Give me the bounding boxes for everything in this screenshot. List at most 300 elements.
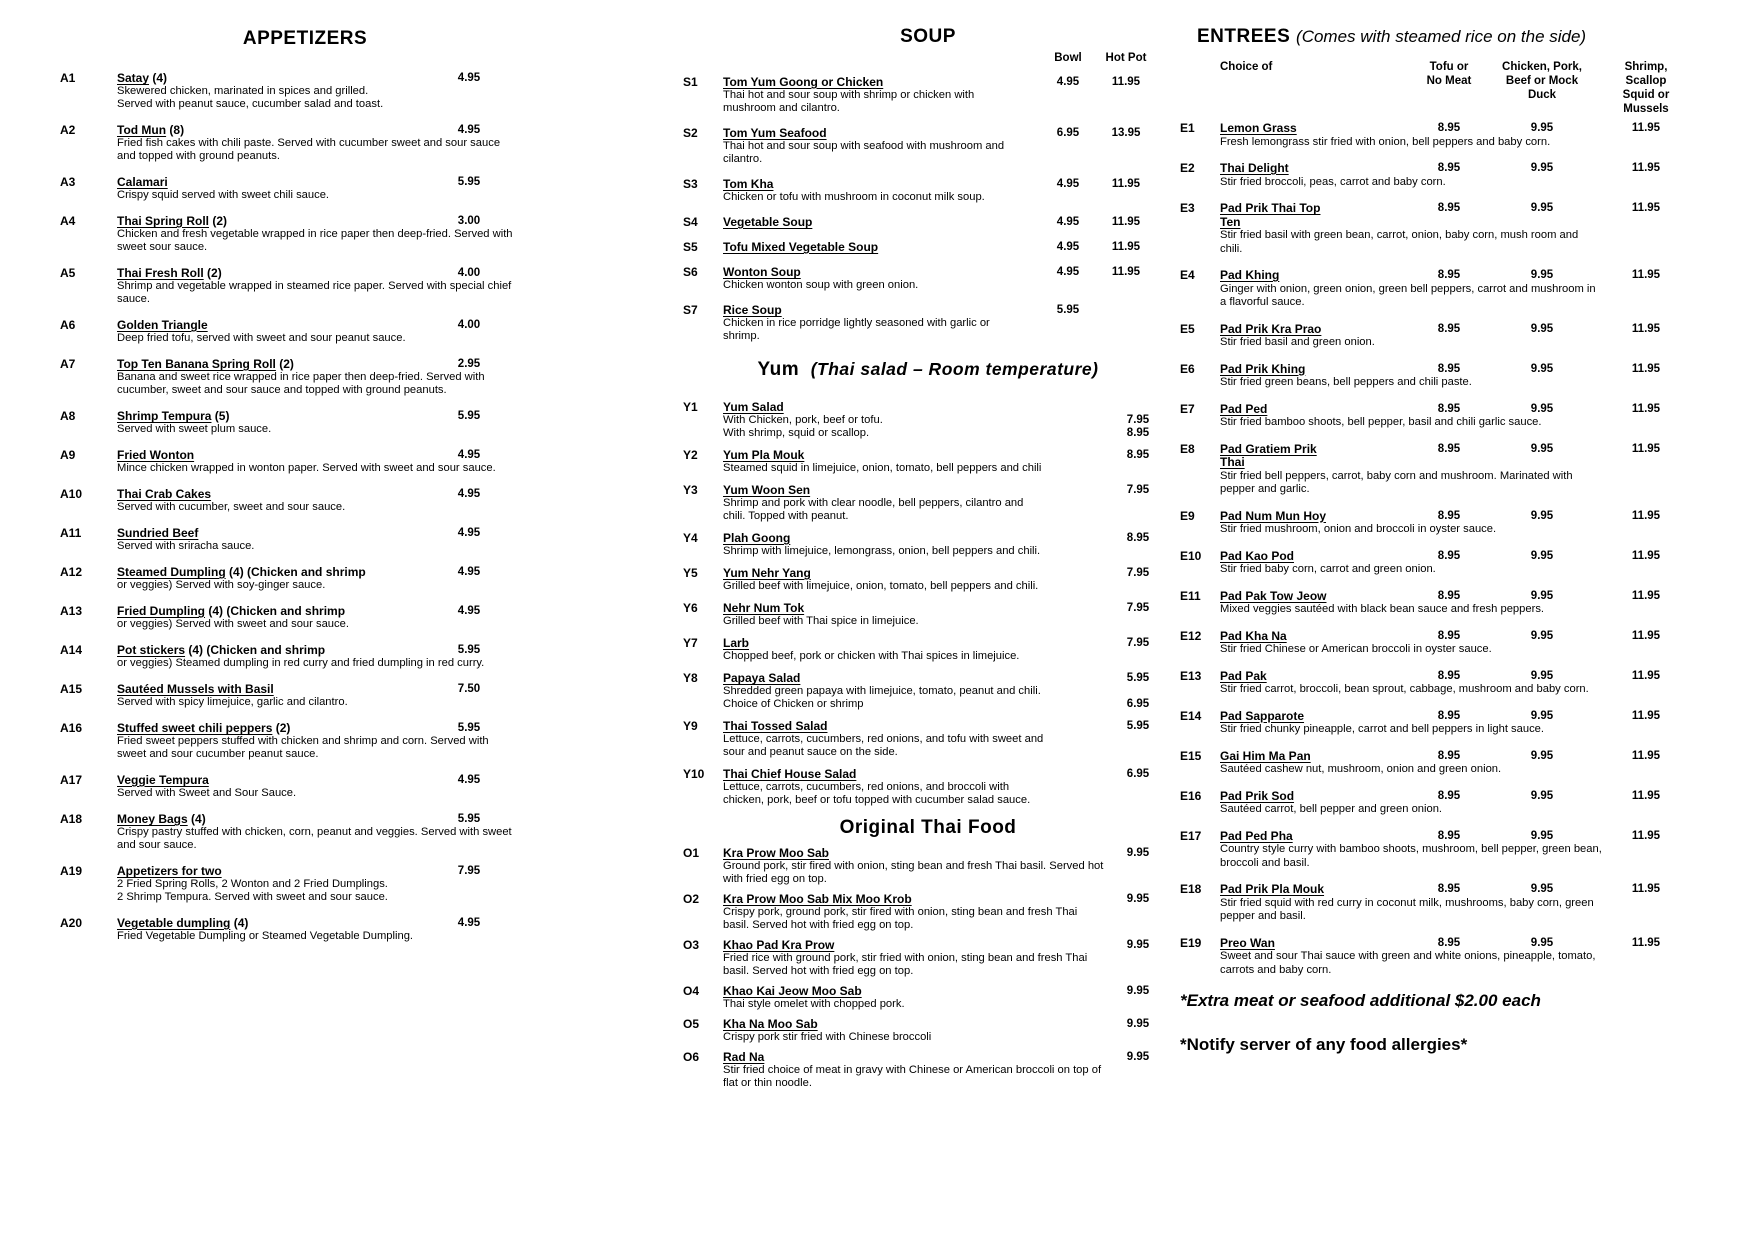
item-description: Crispy pastry stuffed with chicken, corn, peanut and veggies. Served with sweet and sour sauce.	[117, 826, 512, 851]
item-price: 2.95	[457, 358, 481, 370]
item-description: Shrimp with limejuice, lemongrass, onion, bell peppers and chili.	[723, 545, 1041, 557]
item-name: Tofu Mixed Vegetable Soup	[723, 240, 879, 254]
item-prices: 8.95 9.95 11.95	[1437, 669, 1661, 682]
item-description: Chicken and fresh vegetable wrapped in rice paper then deep-fried. Served with sweet sour sauce.	[117, 228, 513, 253]
item-name: Money Bags	[117, 812, 188, 826]
item-description: Ginger with onion, green onion, green bell peppers, carrot and mushroom in a flavorful sauce.	[1220, 282, 1596, 308]
item-prices: 8.95 9.95 11.95	[1437, 936, 1661, 949]
item-name: Fried Dumpling	[117, 604, 205, 618]
item-name: Vegetable Soup	[723, 215, 813, 229]
item-code: A3	[60, 175, 76, 189]
item-name: Tom Kha	[723, 177, 774, 191]
item-code: E17	[1180, 828, 1202, 843]
item-qualifier: (2)	[272, 721, 291, 735]
item-price: 7.50	[457, 683, 481, 695]
item-code: Y10	[683, 767, 705, 781]
item-code: O1	[683, 846, 700, 860]
menu-item	[683, 567, 1173, 593]
menu-item	[1180, 323, 1670, 350]
item-description: or veggies) Served with sweet and sour sauce.	[117, 618, 349, 630]
item-code: A4	[60, 214, 76, 228]
item-name: Khao Pad Kra Prow	[723, 938, 835, 952]
item-description: Deep fried tofu, served with sweet and sour peanut sauce.	[117, 332, 406, 344]
item-description: 2 Fried Spring Rolls, 2 Wonton and 2 Fried Dumplings. 2 Shrimp Tempura. Served with sweet and sour sauce.	[117, 878, 388, 903]
item-description: Stir fried bamboo shoots, bell pepper, basil and chili garlic sauce.	[1220, 416, 1542, 428]
item-prices: 4.95 11.95	[1056, 178, 1141, 190]
item-name: Pot stickers	[117, 643, 186, 657]
item-code: E18	[1180, 882, 1202, 896]
item-prices: 8.95 9.95 11.95	[1437, 629, 1661, 642]
menu-item	[1180, 403, 1670, 430]
item-name: Fried Wonton	[117, 448, 195, 462]
item-description: Grilled beef with Thai spice in limejuice.	[723, 615, 919, 627]
menu-item	[683, 532, 1173, 558]
menu-item	[60, 774, 550, 800]
item-prices: 7.95	[1126, 637, 1150, 649]
entrees-title-text: ENTREES	[1197, 26, 1291, 47]
item-prices: 8.95 9.95 11.95	[1437, 789, 1661, 802]
item-description: With Chicken, pork, beef or tofu. With shrimp, squid or scallop.	[723, 414, 883, 439]
choice-of-label: Choice of	[1220, 61, 1273, 73]
item-name: Thai Crab Cakes	[117, 487, 212, 501]
item-prices: 9.95	[1126, 1051, 1150, 1063]
item-name: Khao Kai Jeow Moo Sab	[723, 984, 862, 998]
item-price: 5.95	[457, 722, 481, 734]
item-description: Sautéed cashew nut, mushroom, onion and green onion.	[1220, 763, 1502, 775]
seafood-column-header: Shrimp, Scallop Squid or Mussels	[1622, 61, 1670, 115]
item-qualifier: (2)	[275, 357, 294, 371]
item-name: Pad Prik Kra Prao	[1220, 321, 1322, 336]
item-price: 5.95	[457, 176, 481, 188]
item-description: Mixed veggies sautéed with black bean sauce and fresh peppers.	[1220, 603, 1545, 615]
item-prices: 6.95	[1126, 768, 1150, 780]
item-price: 4.00	[457, 319, 481, 331]
item-prices: 8.95 9.95 11.95	[1437, 122, 1661, 134]
hotpot-column-header: Hot Pot	[1105, 52, 1147, 64]
item-code: E3	[1180, 201, 1195, 215]
item-code: A5	[60, 266, 76, 280]
item-prices: 7.95	[1126, 484, 1150, 496]
item-code: Y3	[683, 483, 698, 497]
item-code: O2	[683, 892, 700, 906]
item-code: Y4	[683, 531, 698, 545]
menu-item	[683, 266, 1173, 292]
item-name: Pad Prik Khing	[1220, 361, 1306, 376]
item-description: Fried rice with ground pork, stir fried with onion, sting bean and fresh Thai basil. Served hot with fried egg on top.	[723, 952, 1088, 977]
item-name: Gai Him Ma Pan	[1220, 748, 1311, 763]
item-name: Vegetable dumpling	[117, 916, 231, 930]
item-prices: 8.95 9.95 11.95	[1437, 589, 1661, 602]
item-qualifier: (5)	[211, 409, 230, 423]
item-code: A10	[60, 487, 83, 501]
extra-meat-note: *Extra meat or seafood additional $2.00 each	[1180, 991, 1541, 1010]
item-description: Thai hot and sour soup with seafood with mushroom and cilantro.	[723, 140, 1005, 165]
menu-item	[1180, 670, 1670, 697]
item-name: Thai Spring Roll	[117, 214, 209, 228]
item-name: Pad Num Mun Hoy	[1220, 508, 1327, 523]
item-description: Stir fried squid with red curry in coconut milk, mushrooms, baby corn, green pepper and basil.	[1220, 896, 1594, 922]
item-name: Plah Goong	[723, 531, 791, 545]
item-prices: 8.95 9.95 11.95	[1437, 549, 1661, 562]
item-name: Pad Prik Pla Mouk	[1220, 882, 1325, 896]
item-prices: 4.95 11.95	[1056, 216, 1141, 228]
menu-item	[683, 1051, 1173, 1090]
item-description: Served with spicy limejuice, garlic and cilantro.	[117, 696, 348, 708]
item-code: E4	[1180, 268, 1195, 282]
menu-item	[1180, 550, 1670, 577]
menu-item	[1180, 790, 1670, 817]
item-price: 5.95	[457, 644, 481, 656]
item-price: 4.95	[457, 488, 481, 500]
item-description: Skewered chicken, marinated in spices and grilled. Served with peanut sauce, cucumber salad and toast.	[117, 85, 384, 110]
item-name: Tom Yum Seafood	[723, 126, 827, 140]
item-prices: 7.95 8.95	[1126, 414, 1150, 439]
item-name: Kha Na Moo Sab	[723, 1017, 818, 1031]
item-description: Served with Sweet and Sour Sauce.	[117, 787, 297, 799]
item-code: A16	[60, 721, 83, 735]
item-price: 3.00	[457, 215, 481, 227]
item-price: 5.95	[457, 813, 481, 825]
item-qualifier: (4)	[149, 71, 168, 85]
item-name: Tod Mun	[117, 123, 167, 137]
item-code: E8	[1180, 441, 1195, 456]
item-qualifier: (4) (Chicken and shrimp	[185, 643, 326, 657]
item-code: A14	[60, 643, 83, 657]
item-qualifier: (4)	[187, 812, 206, 826]
item-code: S3	[683, 177, 698, 191]
item-name: Kra Prow Moo Sab Mix Moo Krob	[723, 892, 912, 906]
item-name: Wonton Soup	[723, 265, 801, 279]
item-prices: 8.95 9.95 11.95	[1437, 269, 1661, 281]
menu-item	[683, 602, 1173, 628]
item-code: E9	[1180, 508, 1195, 523]
menu-item	[683, 127, 1173, 166]
item-name: Yum Pla Mouk	[723, 448, 805, 462]
item-name: Thai Delight	[1220, 161, 1289, 175]
item-description: Fried sweet peppers stuffed with chicken and shrimp and corn. Served with sweet and sour cucumber peanut sauce.	[117, 735, 489, 760]
item-prices: 9.95	[1126, 1018, 1150, 1030]
item-name: Pad Prik Thai Top Ten	[1220, 201, 1321, 229]
item-code: A9	[60, 448, 76, 462]
item-prices: 4.95 11.95	[1056, 76, 1141, 88]
item-description: Stir fried baby corn, carrot and green onion.	[1220, 563, 1436, 575]
menu-item	[60, 605, 550, 631]
item-prices: 8.95	[1126, 449, 1150, 461]
item-description: Crispy squid served with sweet chili sauce.	[117, 189, 330, 201]
item-description: Stir fried green beans, bell peppers and chili paste.	[1220, 376, 1472, 388]
menu-item	[683, 893, 1173, 932]
item-name: Pad Prik Sod	[1220, 788, 1295, 803]
item-code: E16	[1180, 788, 1202, 803]
item-code: Y8	[683, 671, 698, 685]
item-description: Stir fried carrot, broccoli, bean sprout, cabbage, mushroom and baby corn.	[1220, 683, 1589, 695]
item-name: Appetizers for two	[117, 864, 222, 878]
item-code: S1	[683, 75, 698, 89]
item-name: Pad Kha Na	[1220, 628, 1287, 643]
item-name: Stuffed sweet chili peppers	[117, 721, 273, 735]
item-description: Stir fried bell peppers, carrot, baby corn and mushroom. Marinated with pepper and garlic.	[1220, 469, 1573, 495]
menu-item	[1180, 630, 1670, 657]
menu-item	[1180, 883, 1670, 924]
appetizers-title: APPETIZERS	[242, 28, 368, 49]
item-price: 4.95	[457, 72, 481, 84]
item-name: Larb	[723, 636, 750, 650]
item-code: Y2	[683, 448, 698, 462]
item-prices: 7.95	[1126, 602, 1150, 614]
item-code: A7	[60, 357, 76, 371]
item-name: Top Ten Banana Spring Roll	[117, 357, 276, 371]
item-name: Yum Nehr Yang	[723, 566, 811, 580]
item-name: Pad Ped Pha	[1220, 828, 1293, 843]
item-qualifier: (4) (Chicken and shrimp	[205, 604, 346, 618]
item-description: Grilled beef with limejuice, onion, tomato, bell peppers and chili.	[723, 580, 1039, 592]
menu-item	[60, 566, 550, 592]
item-description: Thai hot and sour soup with shrimp or chicken with mushroom and cilantro.	[723, 89, 975, 114]
item-description: Served with sriracha sauce.	[117, 540, 255, 552]
item-price: 4.95	[457, 605, 481, 617]
menu-item	[1180, 710, 1670, 737]
original-thai-title: Original Thai Food	[839, 817, 1017, 838]
item-code: S2	[683, 126, 698, 140]
item-prices: 6.95 13.95	[1056, 127, 1141, 139]
menu-item	[1180, 830, 1670, 871]
menu-item	[60, 358, 550, 397]
item-description: Chicken in rice porridge lightly seasoned with garlic or shrimp.	[723, 317, 990, 342]
item-description: Country style curry with bamboo shoots, mushroom, bell pepper, green bean, broccoli and basil.	[1220, 843, 1602, 869]
menu-item	[60, 722, 550, 761]
item-code: S7	[683, 303, 698, 317]
soup-title: SOUP	[900, 26, 956, 47]
menu-item	[1180, 590, 1670, 617]
middle-column	[683, 0, 1173, 1097]
item-code: Y7	[683, 636, 698, 650]
menu-item	[683, 216, 1173, 229]
menu-item	[60, 319, 550, 345]
item-price: 4.95	[457, 774, 481, 786]
item-name: Thai Fresh Roll	[117, 266, 204, 280]
item-code: E6	[1180, 361, 1195, 376]
item-code: A15	[60, 682, 83, 696]
item-prices: 8.95 9.95 11.95	[1437, 829, 1661, 842]
item-name: Veggie Tempura	[117, 773, 209, 787]
menu-item	[1180, 162, 1670, 189]
allergy-note: *Notify server of any food allergies*	[1180, 1035, 1468, 1054]
soup-price-headers	[683, 52, 1173, 66]
item-prices: 8.95 9.95 11.95	[1437, 162, 1661, 174]
item-code: Y5	[683, 566, 698, 580]
item-description: Stir fried mushroom, onion and broccoli in oyster sauce.	[1220, 523, 1497, 535]
item-name: Pad Ped	[1220, 401, 1268, 416]
item-description: Served with sweet plum sauce.	[117, 423, 272, 435]
item-prices: 8.95 9.95 11.95	[1437, 883, 1661, 895]
menu-item	[60, 176, 550, 202]
item-code: A11	[60, 526, 82, 540]
item-code: S6	[683, 265, 698, 279]
item-description: or veggies) Steamed dumpling in red curry and fried dumpling in red curry.	[117, 657, 485, 669]
item-code: A20	[60, 916, 83, 930]
menu-item	[1180, 443, 1670, 497]
item-code: E1	[1180, 121, 1195, 135]
item-description: Ground pork, stir fired with onion, sting bean and fresh Thai basil. Served hot with fried egg on top.	[723, 860, 1104, 885]
item-name: Shrimp Tempura	[117, 409, 212, 423]
menu-item	[683, 637, 1173, 663]
menu-item	[683, 720, 1173, 759]
item-qualifier: (4)	[230, 916, 249, 930]
menu-item	[60, 527, 550, 553]
menu-item	[683, 768, 1173, 807]
item-prices: 4.95 11.95	[1056, 266, 1141, 278]
menu-item	[1180, 937, 1670, 978]
item-description: Crispy pork stir fried with Chinese broccoli	[723, 1031, 932, 1043]
item-name: Pad Sapparote	[1220, 708, 1305, 723]
item-prices: 8.95	[1126, 532, 1150, 544]
item-name: Steamed Dumpling	[117, 565, 226, 579]
item-description: Chicken wonton soup with green onion.	[723, 279, 919, 291]
item-description: Stir fried broccoli, peas, carrot and baby corn.	[1220, 175, 1446, 188]
item-description: Banana and sweet rice wrapped in rice paper then deep-fried. Served with cucumber, sweet and sour sauce and topped with ground peanuts.	[117, 371, 485, 396]
item-code: O4	[683, 984, 700, 998]
item-code: A8	[60, 409, 76, 423]
item-price: 5.95	[457, 410, 481, 422]
item-prices: 8.95 9.95 11.95	[1437, 202, 1661, 214]
menu-item	[683, 847, 1173, 886]
item-name: Kra Prow Moo Sab	[723, 846, 830, 860]
item-code: O3	[683, 938, 700, 952]
menu-item	[1180, 510, 1670, 537]
item-code: O5	[683, 1017, 700, 1031]
item-description: Lettuce, carrots, cucumbers, red onions, and tofu with sweet and sour and peanut sauce on the side.	[723, 733, 1044, 758]
item-description: Served with cucumber, sweet and sour sauce.	[117, 501, 346, 513]
item-code: E11	[1180, 588, 1201, 603]
item-description: or veggies) Served with soy-ginger sauce.	[117, 579, 326, 591]
item-description: Stir fried Chinese or American broccoli in oyster sauce.	[1220, 643, 1492, 655]
item-description: Fried Vegetable Dumpling or Steamed Vegetable Dumpling.	[117, 930, 414, 942]
item-price: 4.95	[457, 917, 481, 929]
item-price: 4.95	[457, 527, 481, 539]
item-qualifier: (2)	[209, 214, 227, 228]
item-code: E13	[1180, 668, 1202, 683]
item-description: Mince chicken wrapped in wonton paper. Served with sweet and sour sauce.	[117, 462, 496, 474]
menu-item	[683, 1018, 1173, 1044]
item-code: A18	[60, 812, 83, 826]
tofu-column-header: Tofu or No Meat	[1426, 61, 1472, 87]
item-code: E10	[1180, 548, 1202, 563]
item-price: 4.95	[457, 566, 481, 578]
menu-item	[1180, 122, 1670, 149]
item-prices: 9.95	[1126, 893, 1150, 905]
item-code: A2	[60, 123, 76, 137]
item-name: Papaya Salad	[723, 671, 801, 685]
item-description: Shrimp and pork with clear noodle, bell peppers, cilantro and chili. Topped with peanut.	[723, 497, 1024, 522]
item-description: Chopped beef, pork or chicken with Thai spices in limejuice.	[723, 650, 1020, 662]
item-code: Y9	[683, 719, 698, 733]
item-code: A13	[60, 604, 83, 618]
item-code: E19	[1180, 935, 1202, 950]
entrees-list	[1180, 122, 1670, 977]
item-code: O6	[683, 1050, 700, 1064]
item-name: Tom Yum Goong or Chicken	[723, 75, 884, 89]
menu-item	[683, 484, 1173, 523]
item-code: Y1	[683, 400, 698, 414]
item-description: Fried fish cakes with chili paste. Served with cucumber sweet and sour sauce and topped with ground peanuts.	[117, 137, 501, 162]
menu-item	[60, 410, 550, 436]
item-code: E15	[1180, 748, 1202, 763]
item-name: Lemon Grass	[1220, 121, 1297, 135]
appetizers-section	[60, 0, 550, 956]
item-name: Rad Na	[723, 1050, 765, 1064]
item-name: Pad Pak Tow Jeow	[1220, 588, 1327, 603]
item-prices: 5.95	[1056, 304, 1080, 316]
item-code: E7	[1180, 401, 1195, 416]
item-description: Thai style omelet with chopped pork.	[723, 998, 905, 1010]
item-code: A12	[60, 565, 83, 579]
item-name: Sautéed Mussels with Basil	[117, 682, 274, 696]
item-prices: 8.95 9.95 11.95	[1437, 509, 1661, 522]
item-prices: 5.95	[1126, 720, 1150, 732]
menu-item	[60, 267, 550, 306]
menu-item	[683, 241, 1173, 254]
item-prices: 9.95	[1126, 985, 1150, 997]
item-description: Shrimp and vegetable wrapped in steamed rice paper. Served with special chief sauce.	[117, 280, 512, 305]
item-code: Y6	[683, 601, 698, 615]
item-description: Shredded green papaya with limejuice, tomato, peanut and chili. Choice of Chicken or shrimp	[723, 685, 1041, 710]
menu-item	[60, 449, 550, 475]
menu-item	[683, 985, 1173, 1011]
item-prices: 8.95 9.95 11.95	[1437, 442, 1661, 455]
item-description: Chicken or tofu with mushroom in coconut milk soup.	[723, 191, 985, 203]
item-description: Stir fried basil and green onion.	[1220, 336, 1375, 348]
item-code: S5	[683, 240, 698, 254]
menu-item	[683, 449, 1173, 475]
item-name: Calamari	[117, 175, 168, 189]
item-name: Thai Tossed Salad	[723, 719, 828, 733]
item-name: Pad Pak	[1220, 668, 1267, 683]
item-qualifier: (2)	[203, 266, 222, 280]
menu-item	[60, 644, 550, 670]
menu-item	[1180, 363, 1670, 390]
entrees-section	[1180, 0, 1670, 1240]
bowl-column-header: Bowl	[1054, 52, 1082, 64]
menu-item	[60, 813, 550, 852]
item-prices: 9.95	[1126, 847, 1150, 859]
item-description: Stir fried choice of meat in gravy with Chinese or American broccoli on top of flat or thin noodle.	[723, 1064, 1102, 1089]
item-code: E2	[1180, 161, 1195, 175]
menu-item	[60, 917, 550, 943]
item-name: Thai Chief House Salad	[723, 767, 857, 781]
item-code: A6	[60, 318, 76, 332]
item-description: Stir fried basil with green bean, carrot, onion, baby corn, mush room and chili.	[1220, 229, 1579, 255]
yum-subtitle: (Thai salad – Room temperature)	[810, 359, 1099, 379]
item-price: 4.95	[457, 124, 481, 136]
menu-item	[683, 401, 1173, 440]
yum-list	[683, 401, 1173, 807]
menu-item	[60, 488, 550, 514]
menu-item	[683, 672, 1173, 711]
meat-column-header: Chicken, Pork, Beef or Mock Duck	[1502, 61, 1582, 101]
item-description: Steamed squid in limejuice, onion, tomato, bell peppers and chili	[723, 462, 1042, 474]
menu-item	[683, 76, 1173, 115]
item-name: Pad Khing	[1220, 268, 1280, 282]
item-name: Yum Salad	[723, 400, 784, 414]
item-code: A1	[60, 71, 76, 85]
item-prices: 5.95 6.95	[1126, 672, 1150, 710]
item-prices: 8.95 9.95 11.95	[1437, 362, 1661, 375]
item-qualifier: (8)	[166, 123, 185, 137]
item-prices: 7.95	[1126, 567, 1150, 579]
yum-title	[683, 359, 1173, 381]
item-prices: 8.95 9.95 11.95	[1437, 322, 1661, 335]
item-price: 7.95	[457, 865, 481, 877]
